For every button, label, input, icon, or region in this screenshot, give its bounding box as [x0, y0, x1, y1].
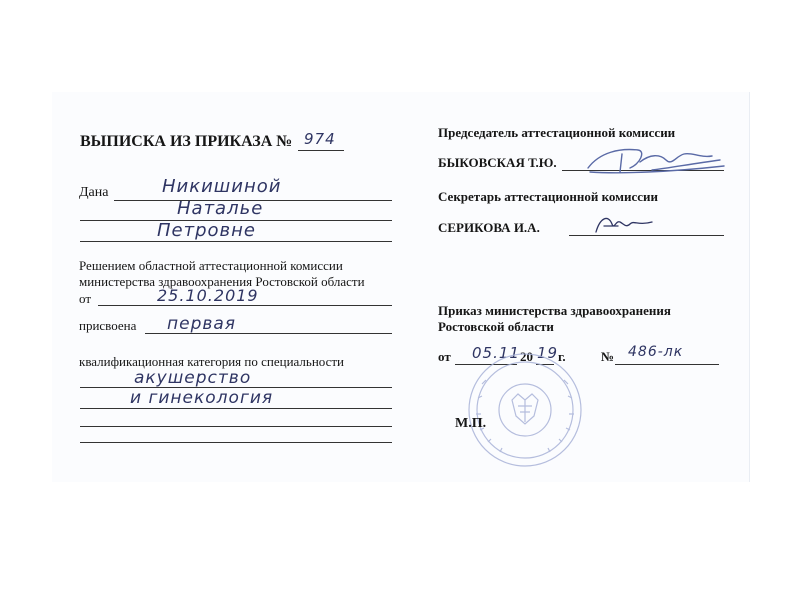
- recipient-patronymic: Петровне: [157, 220, 256, 241]
- order-day-month: 05.11: [472, 344, 520, 362]
- specialty-handwritten-1: акушерство: [134, 368, 252, 388]
- recipient-first-name: Наталье: [177, 198, 264, 219]
- category-handwritten: первая: [167, 314, 237, 334]
- chair-signature: [580, 144, 730, 178]
- extract-title: ВЫПИСКА ИЗ ПРИКАЗА №: [80, 133, 293, 150]
- decision-from-label: от: [79, 291, 92, 306]
- official-stamp: [460, 350, 590, 470]
- decision-date-handwritten: 25.10.2019: [157, 286, 259, 305]
- secretary-label: Секретарь аттестационной комиссии: [438, 189, 659, 204]
- chair-name: БЫКОВСКАЯ Т.Ю.: [438, 155, 557, 170]
- category-text: квалификационная категория по специальности: [79, 354, 345, 369]
- order-number-line: [298, 150, 344, 151]
- decision-text-line-2: министерства здравоохранения Ростовской области: [79, 274, 365, 289]
- order-from-label: от: [438, 349, 451, 364]
- specialty-line-4: [80, 442, 392, 443]
- specialty-line-2: [80, 408, 392, 409]
- secretary-signature: [590, 210, 660, 238]
- recipient-surname: Никишиной: [162, 176, 282, 197]
- order-number-line: [615, 364, 719, 365]
- decision-date-line: [98, 305, 392, 306]
- specialty-handwritten-2: и гинекология: [130, 388, 274, 408]
- decision-text-line-1: Решением областной аттестационной комиссии: [79, 258, 343, 273]
- order-number-label: №: [601, 349, 615, 364]
- secretary-name: СЕРИКОВА И.А.: [438, 220, 540, 235]
- given-label: Дана: [79, 185, 109, 200]
- name-line-3: [80, 241, 392, 242]
- order-number-handwritten: 486-лк: [628, 344, 684, 360]
- certificate-card: [52, 92, 750, 482]
- chair-label: Председатель аттестационной комиссии: [438, 125, 676, 140]
- assigned-label: присвоена: [79, 318, 137, 333]
- ministry-order-line-2: Ростовской области: [438, 319, 554, 334]
- order-number-handwritten: 974: [304, 130, 336, 148]
- order-year-unit: г.: [558, 349, 566, 364]
- ministry-order-line-1: Приказ министерства здравоохранения: [438, 303, 671, 318]
- seal-label: М.П.: [455, 416, 487, 431]
- specialty-line-3: [80, 426, 392, 427]
- order-year-prefix: 20: [520, 349, 533, 364]
- order-year-suffix: 19: [537, 344, 559, 362]
